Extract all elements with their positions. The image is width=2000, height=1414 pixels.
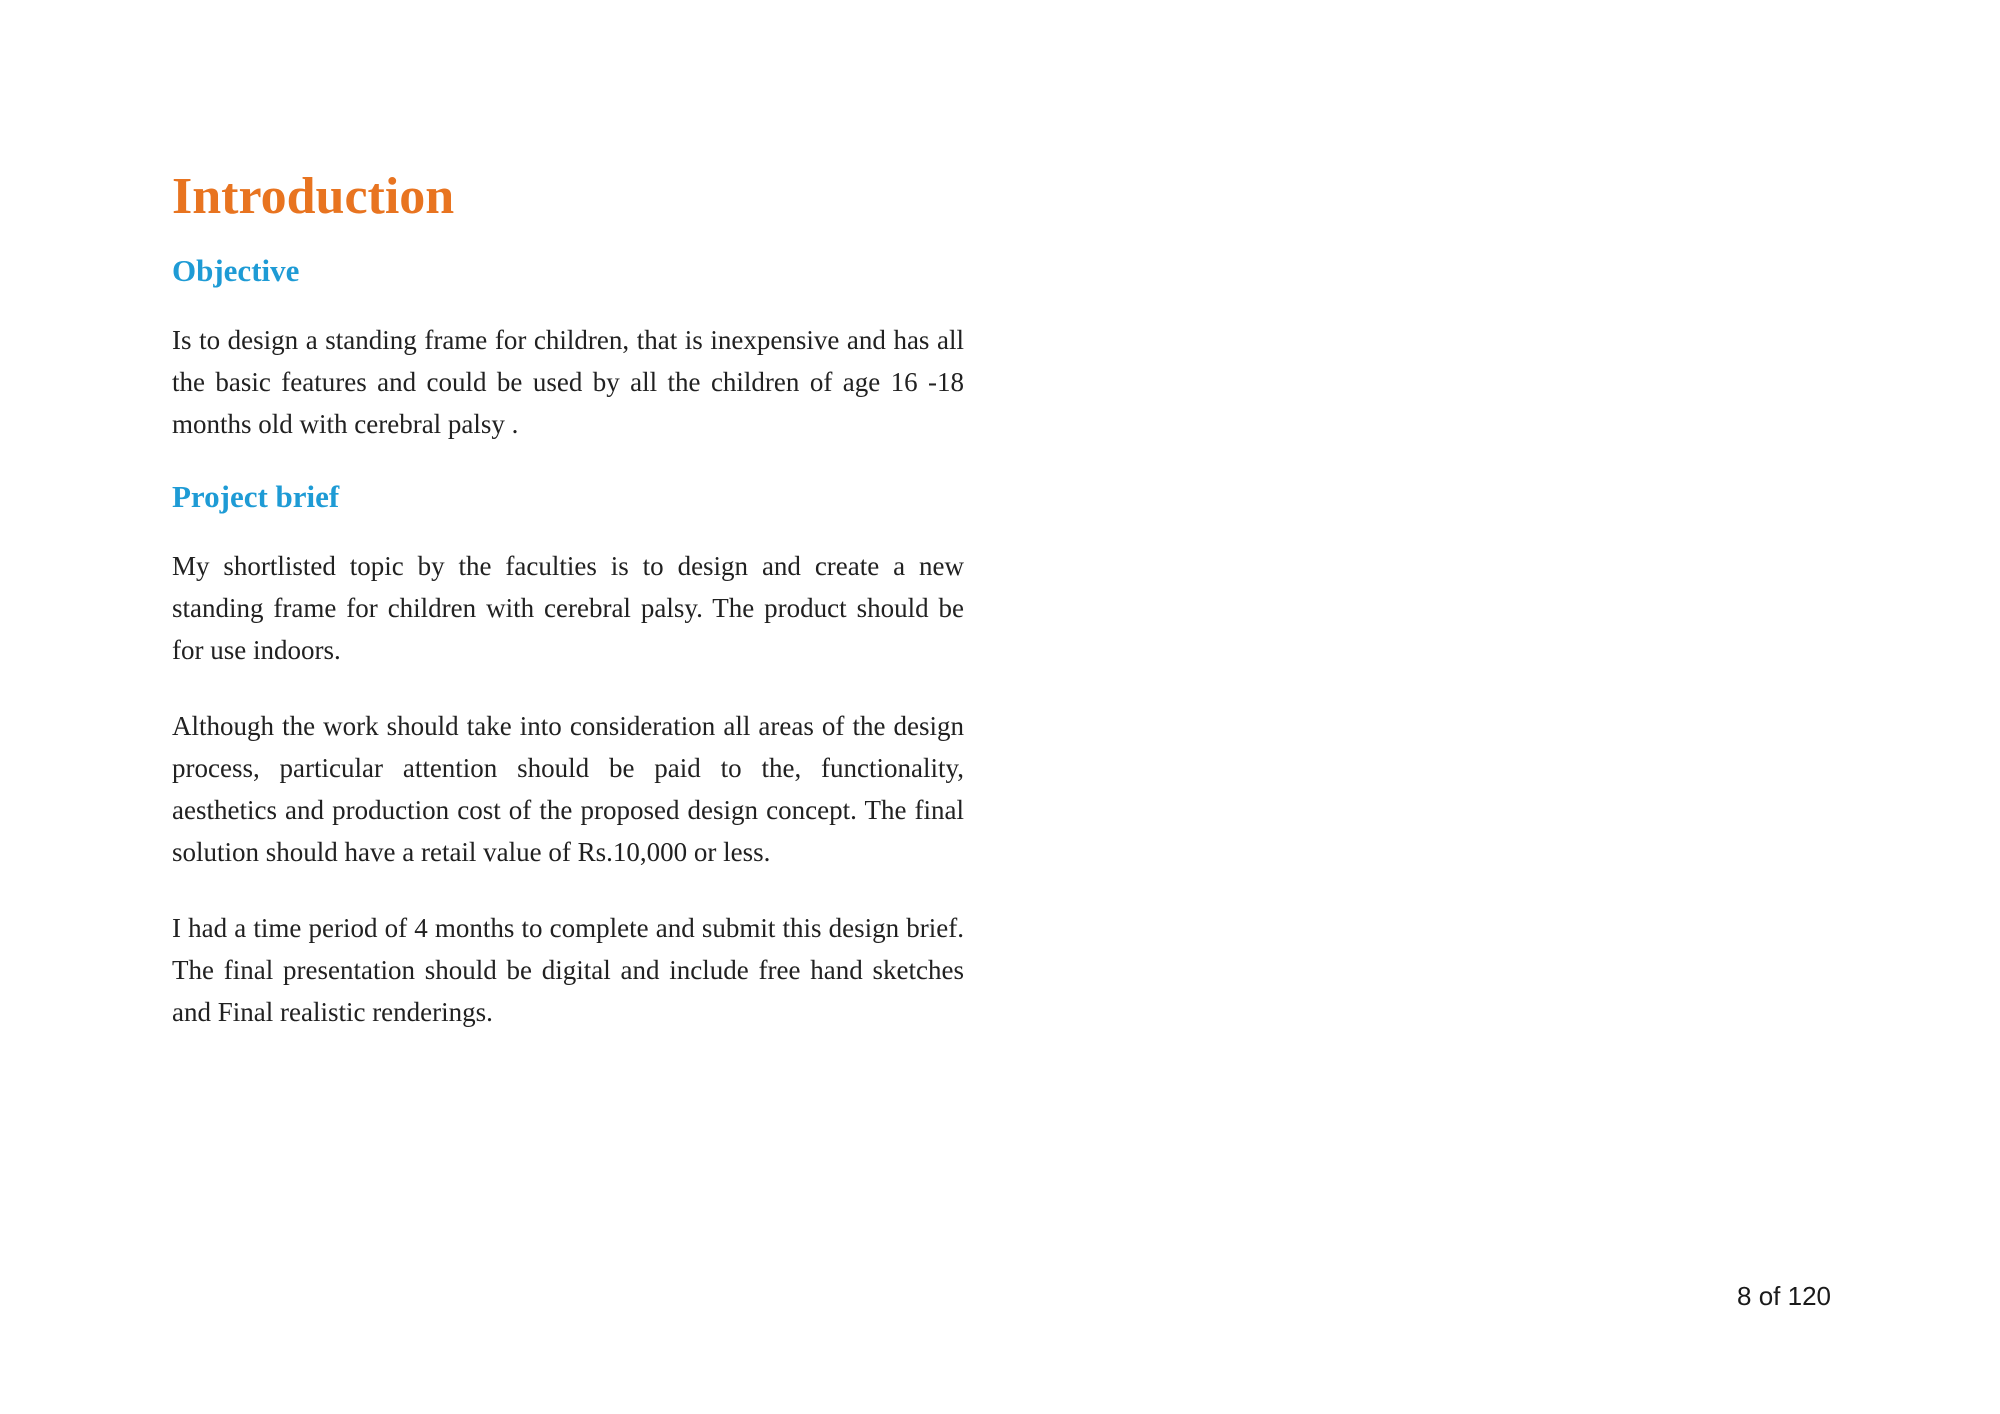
section-heading-objective: Objective <box>172 253 300 288</box>
content-column <box>172 169 964 1033</box>
project-brief-paragraph-1: My shortlisted topic by the faculties is to design and create a new standing frame for children with cerebral palsy. The product should be for use indoors. <box>172 551 964 665</box>
project-brief-paragraph-2: Although the work should take into consideration all areas of the design process, particular attention should be paid to the, functionality, aesthetics and production cost of the proposed design concept. The final solution should have a retail value of Rs.10,000 or less. <box>172 711 964 867</box>
project-brief-paragraph-3: I had a time period of 4 months to complete and submit this design brief. The final presentation should be digital and include free hand sketches and Final realistic renderings. <box>172 913 964 1027</box>
objective-paragraph: Is to design a standing frame for children, that is inexpensive and has all the basic features and could be used by all the children of age 16 -18 months old with cerebral palsy . <box>172 325 964 439</box>
page-title: Introduction <box>172 168 455 225</box>
page-number: 8 of 120 <box>1737 1281 1831 1311</box>
section-heading-project-brief: Project brief <box>172 479 340 514</box>
